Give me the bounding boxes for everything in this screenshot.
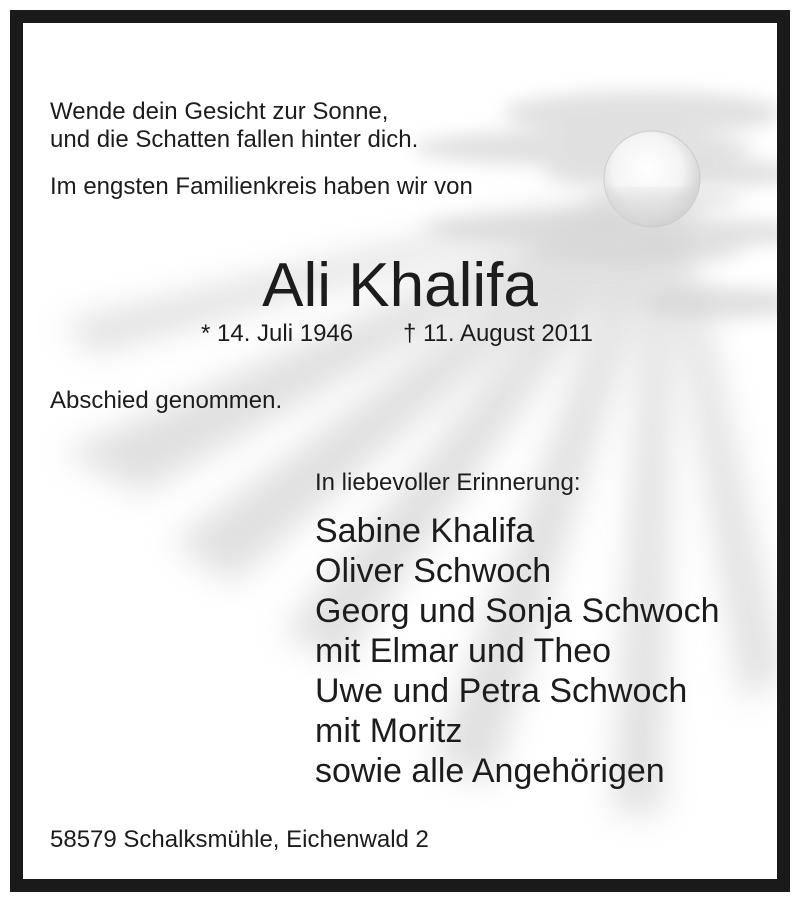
farewell-text: Abschied genommen. [50,387,283,414]
mourner-line: sowie alle Angehörigen [315,752,665,790]
family-address: 58579 Schalksmühle, Eichenwald 2 [50,826,429,853]
death-date: † 11. August 2011 [403,320,593,347]
quote-line-2: und die Schatten fallen hinter dich. [50,126,419,153]
quote-line-1: Wende dein Gesicht zur Sonne, [50,98,389,125]
deceased-name: Ali Khalifa [262,251,538,320]
mourner-line: Oliver Schwoch [315,552,552,590]
obituary-card [23,23,777,879]
birth-date: * 14. Juli 1946 [201,320,354,347]
mourner-line: Uwe und Petra Schwoch [315,672,688,710]
mourner-line: mit Moritz [315,712,463,750]
memorial-quote [50,98,418,154]
memory-label: In liebevoller Erinnerung: [315,469,581,496]
intro-text: Im engsten Familienkreis haben wir von [50,173,473,200]
obituary-border [10,10,790,892]
mourner-line: Sabine Khalifa [315,512,535,550]
mourner-line: Georg und Sonja Schwoch [315,592,720,630]
mourner-line: mit Elmar und Theo [315,632,612,670]
mourners-list [315,511,719,791]
